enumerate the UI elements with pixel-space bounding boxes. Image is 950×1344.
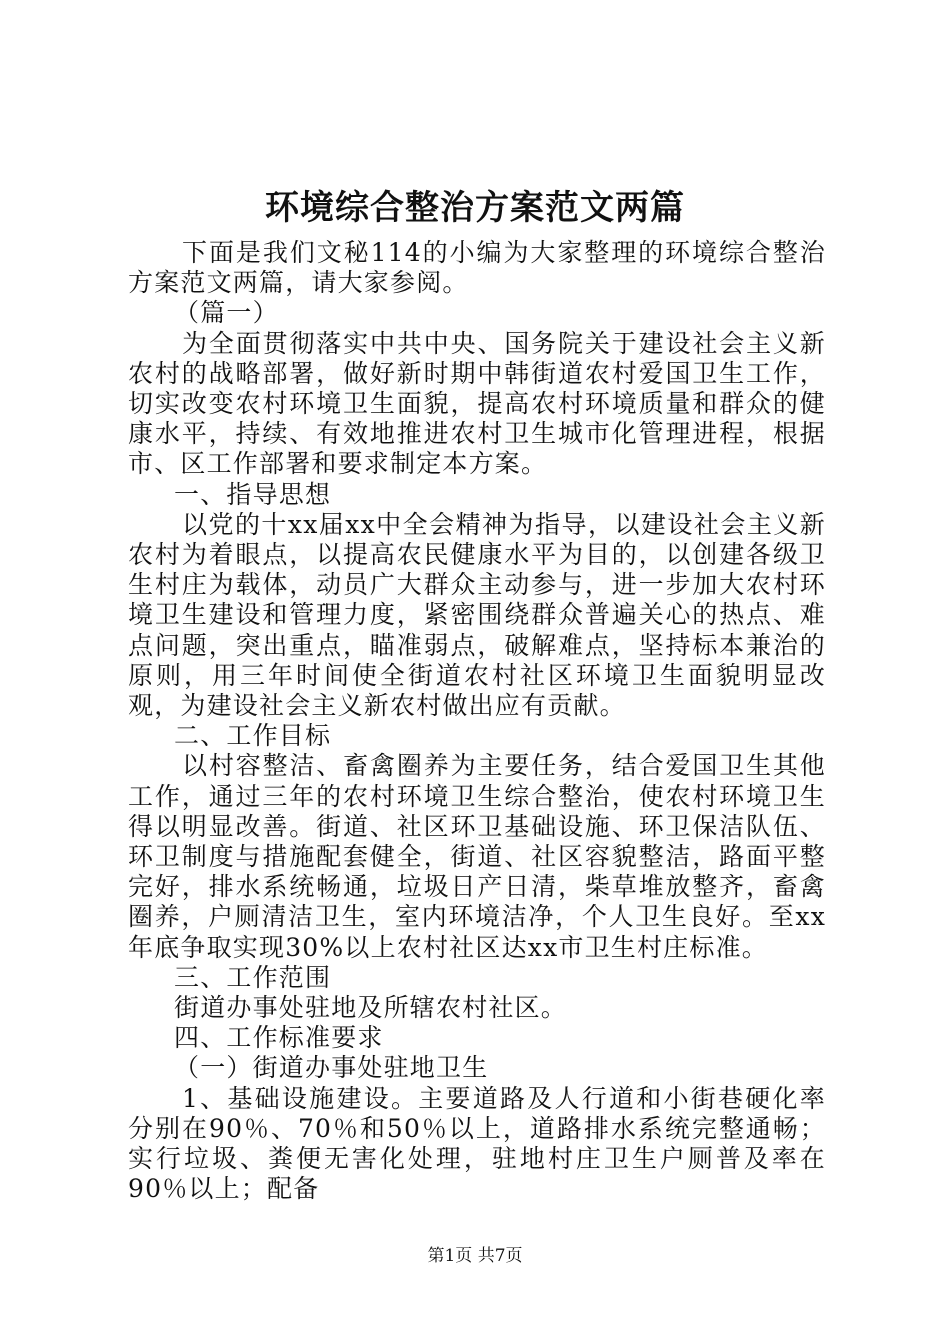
heading-work-scope: 三、工作范围 [174, 962, 332, 992]
document-title: 环境综合整治方案范文两篇 [265, 188, 685, 228]
preamble-paragraph: 为全面贯彻落实中共中央、国务院关于建设社会主义新农村的战略部署，做好新时期中韩街道农村爱国卫生工作，切实改变农村环境卫生面貌，提高农村环境质量和群众的健康水平，持续、有效地推进农村卫生城市化管理进程，根据市、区工作部署和要求制定本方案。 [128, 328, 826, 479]
section-label-part-one: （篇一） [174, 298, 279, 328]
work-goals-paragraph: 以村容整洁、畜禽圈养为主要任务，结合爱国卫生其他工作，通过三年的农村环境卫生综合整治，使农村环境卫生得以明显改善。街道、社区环卫基础设施、环卫保洁队伍、环卫制度与措施配套健全，街道、社区容貌整洁，路面平整完好，排水系统畅通，垃圾日产日清，柴草堆放整齐，畜禽圈养，户厕清洁卫生，室内环境洁净，个人卫生良好。至xx年底争取实现30%以上农村社区达xx市卫生村庄标准。 [128, 751, 826, 962]
intro-paragraph: 下面是我们文秘114的小编为大家整理的环境综合整治方案范文两篇，请大家参阅。 [128, 238, 826, 298]
heading-guiding-ideology: 一、指导思想 [174, 479, 332, 509]
guiding-ideology-paragraph: 以党的十xx届xx中全会精神为指导，以建设社会主义新农村为着眼点，以提高农民健康水平为目的，以创建各级卫生村庄为载体，动员广大群众主动参与，进一步加大农村环境卫生建设和管理力度，紧密围绕群众普遍关心的热点、难点问题，突出重点，瞄准弱点，破解难点，坚持标本兼治的原则，用三年时间使全街道农村社区环境卫生面貌明显改观，为建设社会主义新农村做出应有贡献。 [128, 509, 826, 721]
document-body [128, 238, 826, 1205]
heading-work-standards: 四、工作标准要求 [174, 1023, 384, 1053]
work-scope-paragraph: 街道办事处驻地及所辖农村社区。 [174, 993, 568, 1023]
infrastructure-paragraph: 1、基础设施建设。主要道路及人行道和小街巷硬化率分别在90％、70％和50％以上，道路排水系统完整通畅；实行垃圾、粪便无害化处理，驻地村庄卫生户厕普及率在90％以上；配备 [128, 1083, 826, 1204]
page-number-footer: 第1页 共7页 [427, 1246, 523, 1266]
subheading-office-hygiene: （一）街道办事处驻地卫生 [174, 1053, 489, 1083]
heading-work-goals: 二、工作目标 [174, 721, 332, 751]
